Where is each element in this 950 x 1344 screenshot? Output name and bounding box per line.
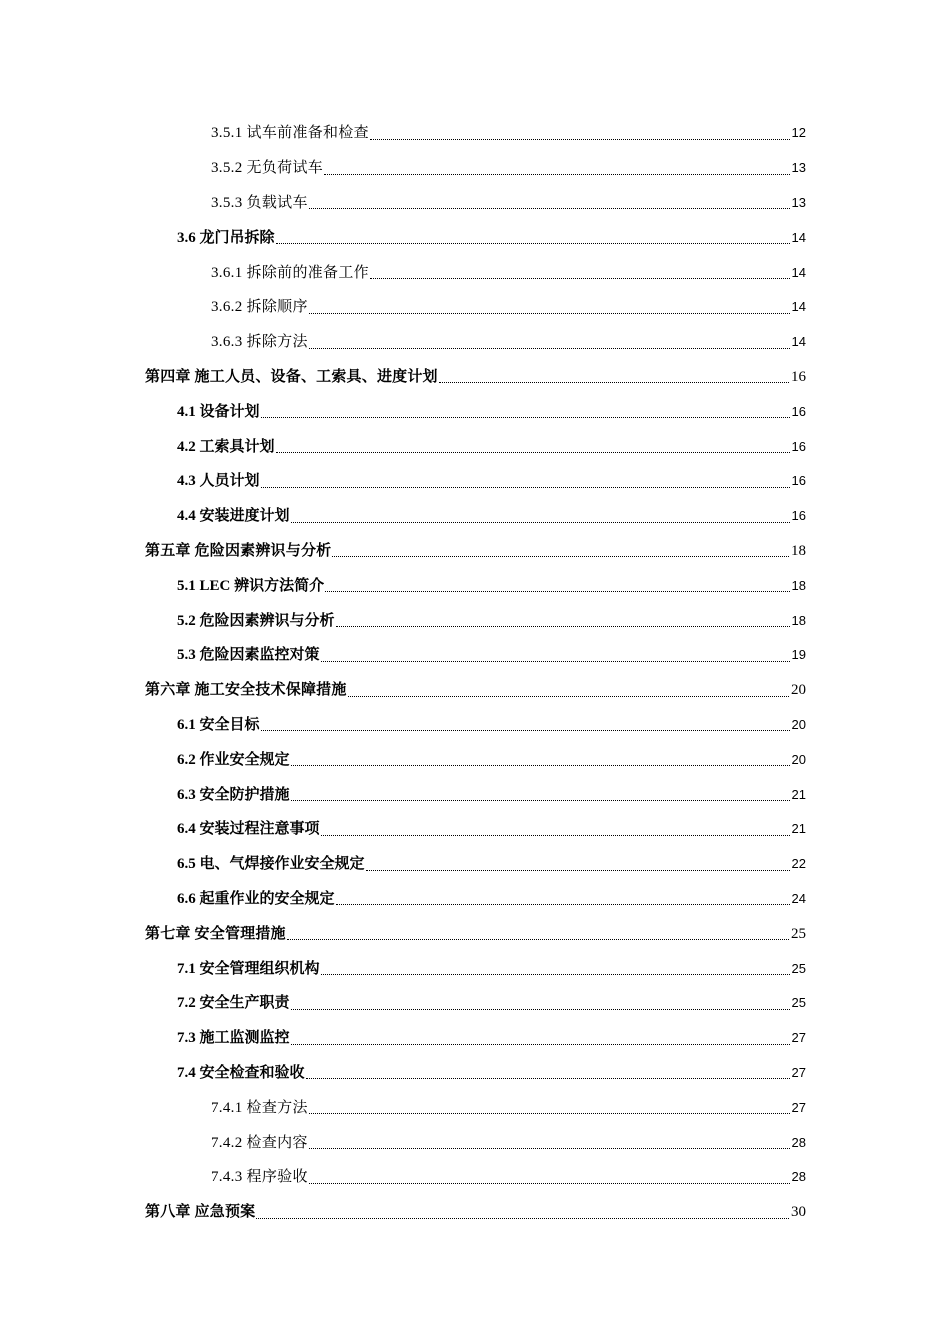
toc-dot-leader — [287, 939, 789, 940]
toc-entry-page-number: 18 — [791, 542, 806, 559]
toc-entry-page-number: 13 — [791, 160, 806, 176]
toc-entry-page-number: 14 — [791, 264, 806, 280]
toc-dot-leader — [261, 417, 790, 418]
toc-entry-title: 3.6 龙门吊拆除 — [177, 229, 275, 246]
toc-entry-chapter[interactable] — [0, 534, 950, 569]
toc-entry-title: 6.1 安全目标 — [177, 716, 260, 733]
toc-entry-section[interactable] — [0, 1021, 950, 1056]
toc-entry-page-number: 20 — [791, 716, 806, 732]
toc-entry-title: 3.5.3 负载试车 — [211, 194, 308, 211]
toc-entry-page-number: 22 — [791, 856, 806, 872]
toc-dot-leader — [348, 696, 789, 697]
toc-dot-leader — [439, 382, 789, 383]
toc-entry-title: 7.3 施工监测监控 — [177, 1030, 290, 1047]
toc-entry-title: 4.2 工索具计划 — [177, 438, 275, 455]
toc-entry-title: 3.5.2 无负荷试车 — [211, 160, 324, 177]
toc-entry-sub[interactable] — [0, 290, 950, 325]
toc-entry-section[interactable] — [0, 429, 950, 464]
toc-dot-leader — [291, 1009, 790, 1010]
toc-entry-title: 第四章 施工人员、设备、工索具、进度计划 — [145, 368, 438, 385]
toc-dot-leader — [325, 591, 789, 592]
toc-dot-leader — [276, 452, 790, 453]
toc-entry-title: 6.6 起重作业的安全规定 — [177, 890, 335, 907]
toc-entry-title: 3.5.1 试车前准备和检查 — [211, 125, 369, 142]
toc-entry-page-number: 13 — [791, 194, 806, 210]
toc-dot-leader — [256, 1218, 789, 1219]
toc-entry-section[interactable] — [0, 638, 950, 673]
toc-entry-page-number: 24 — [791, 890, 806, 906]
toc-dot-leader — [366, 870, 790, 871]
toc-entry-title: 6.3 安全防护措施 — [177, 786, 290, 803]
toc-dot-leader — [276, 243, 790, 244]
toc-dot-leader — [291, 1044, 790, 1045]
toc-entry-sub[interactable] — [0, 116, 950, 151]
toc-entry-title: 7.4.3 程序验收 — [211, 1169, 308, 1186]
toc-entry-chapter[interactable] — [0, 673, 950, 708]
toc-entry-page-number: 20 — [791, 682, 806, 699]
toc-entry-section[interactable] — [0, 777, 950, 812]
toc-dot-leader — [309, 348, 790, 349]
toc-entry-page-number: 25 — [791, 995, 806, 1011]
toc-entry-page-number: 27 — [791, 1064, 806, 1080]
toc-entry-section[interactable] — [0, 951, 950, 986]
toc-entry-page-number: 20 — [791, 751, 806, 767]
toc-entry-page-number: 27 — [791, 1030, 806, 1046]
toc-dot-leader — [370, 139, 790, 140]
toc-dot-leader — [321, 661, 790, 662]
toc-entry-page-number: 16 — [791, 403, 806, 419]
toc-entry-sub[interactable] — [0, 186, 950, 221]
toc-entry-section[interactable] — [0, 464, 950, 499]
toc-entry-sub[interactable] — [0, 1160, 950, 1195]
toc-entry-sub[interactable] — [0, 1125, 950, 1160]
toc-dot-leader — [321, 835, 790, 836]
toc-entry-sub[interactable] — [0, 1090, 950, 1125]
toc-entry-section[interactable] — [0, 847, 950, 882]
toc-dot-leader — [309, 208, 790, 209]
toc-dot-leader — [336, 904, 790, 905]
toc-entry-page-number: 14 — [791, 299, 806, 315]
toc-entry-section[interactable] — [0, 1056, 950, 1091]
toc-entry-title: 6.5 电、气焊接作业安全规定 — [177, 856, 365, 873]
toc-entry-sub[interactable] — [0, 325, 950, 360]
toc-entry-page-number: 30 — [791, 1204, 806, 1221]
toc-entry-page-number: 27 — [791, 1099, 806, 1115]
toc-entry-title: 第七章 安全管理措施 — [145, 925, 286, 942]
toc-entry-title: 4.1 设备计划 — [177, 403, 260, 420]
toc-entry-section[interactable] — [0, 603, 950, 638]
toc-entry-title: 4.3 人员计划 — [177, 473, 260, 490]
toc-entry-section[interactable] — [0, 742, 950, 777]
toc-entry-title: 5.2 危险因素辨识与分析 — [177, 612, 335, 629]
toc-entry-page-number: 16 — [791, 473, 806, 489]
toc-entry-title: 3.6.2 拆除顺序 — [211, 299, 308, 316]
toc-dot-leader — [370, 278, 790, 279]
toc-dot-leader — [309, 1113, 790, 1114]
toc-entry-title: 6.4 安装过程注意事项 — [177, 821, 320, 838]
toc-entry-page-number: 25 — [791, 925, 806, 942]
toc-entry-section[interactable] — [0, 812, 950, 847]
toc-entry-title: 7.1 安全管理组织机构 — [177, 960, 320, 977]
toc-entry-section[interactable] — [0, 394, 950, 429]
table-of-contents — [0, 116, 950, 1230]
toc-entry-title: 6.2 作业安全规定 — [177, 751, 290, 768]
toc-entry-title: 5.3 危险因素监控对策 — [177, 647, 320, 664]
toc-entry-page-number: 16 — [791, 508, 806, 524]
toc-dot-leader — [324, 174, 789, 175]
toc-dot-leader — [306, 1078, 790, 1079]
toc-entry-page-number: 14 — [791, 229, 806, 245]
toc-entry-title: 第六章 施工安全技术保障措施 — [145, 682, 347, 699]
toc-entry-page-number: 28 — [791, 1134, 806, 1150]
toc-entry-title: 7.4.1 检查方法 — [211, 1099, 308, 1116]
toc-entry-title: 5.1 LEC 辨识方法简介 — [177, 577, 325, 594]
toc-entry-page-number: 16 — [791, 438, 806, 454]
toc-entry-chapter[interactable] — [0, 916, 950, 951]
toc-entry-page-number: 21 — [791, 786, 806, 802]
toc-entry-page-number: 25 — [791, 960, 806, 976]
toc-entry-section[interactable] — [0, 708, 950, 743]
toc-dot-leader — [261, 730, 790, 731]
toc-entry-title: 7.4.2 检查内容 — [211, 1134, 308, 1151]
toc-dot-leader — [336, 626, 790, 627]
toc-dot-leader — [309, 1148, 790, 1149]
toc-dot-leader — [321, 974, 790, 975]
toc-entry-chapter[interactable] — [0, 1195, 950, 1230]
toc-entry-sub[interactable] — [0, 151, 950, 186]
toc-entry-title: 第五章 危险因素辨识与分析 — [145, 542, 332, 559]
toc-dot-leader — [291, 800, 790, 801]
toc-entry-chapter[interactable] — [0, 360, 950, 395]
toc-entry-section[interactable] — [0, 986, 950, 1021]
toc-entry-title: 4.4 安装进度计划 — [177, 508, 290, 525]
toc-entry-section[interactable] — [0, 220, 950, 255]
toc-entry-page-number: 16 — [791, 368, 806, 385]
toc-entry-title: 3.6.1 拆除前的准备工作 — [211, 264, 369, 281]
toc-entry-title: 3.6.3 拆除方法 — [211, 334, 308, 351]
toc-entry-section[interactable] — [0, 882, 950, 917]
toc-entry-section[interactable] — [0, 499, 950, 534]
toc-entry-title: 第八章 应急预案 — [145, 1204, 256, 1221]
toc-entry-page-number: 18 — [791, 612, 806, 628]
toc-entry-section[interactable] — [0, 568, 950, 603]
toc-dot-leader — [309, 1183, 790, 1184]
toc-dot-leader — [309, 313, 790, 314]
toc-entry-page-number: 18 — [791, 577, 806, 593]
toc-entry-page-number: 28 — [791, 1169, 806, 1185]
toc-dot-leader — [332, 556, 789, 557]
toc-entry-title: 7.4 安全检查和验收 — [177, 1064, 305, 1081]
toc-entry-page-number: 19 — [791, 647, 806, 663]
toc-entry-sub[interactable] — [0, 255, 950, 290]
toc-dot-leader — [291, 522, 790, 523]
toc-entry-page-number: 12 — [791, 125, 806, 141]
toc-entry-page-number: 14 — [791, 334, 806, 350]
toc-entry-page-number: 21 — [791, 821, 806, 837]
toc-dot-leader — [261, 487, 790, 488]
toc-dot-leader — [291, 765, 790, 766]
toc-entry-title: 7.2 安全生产职责 — [177, 995, 290, 1012]
